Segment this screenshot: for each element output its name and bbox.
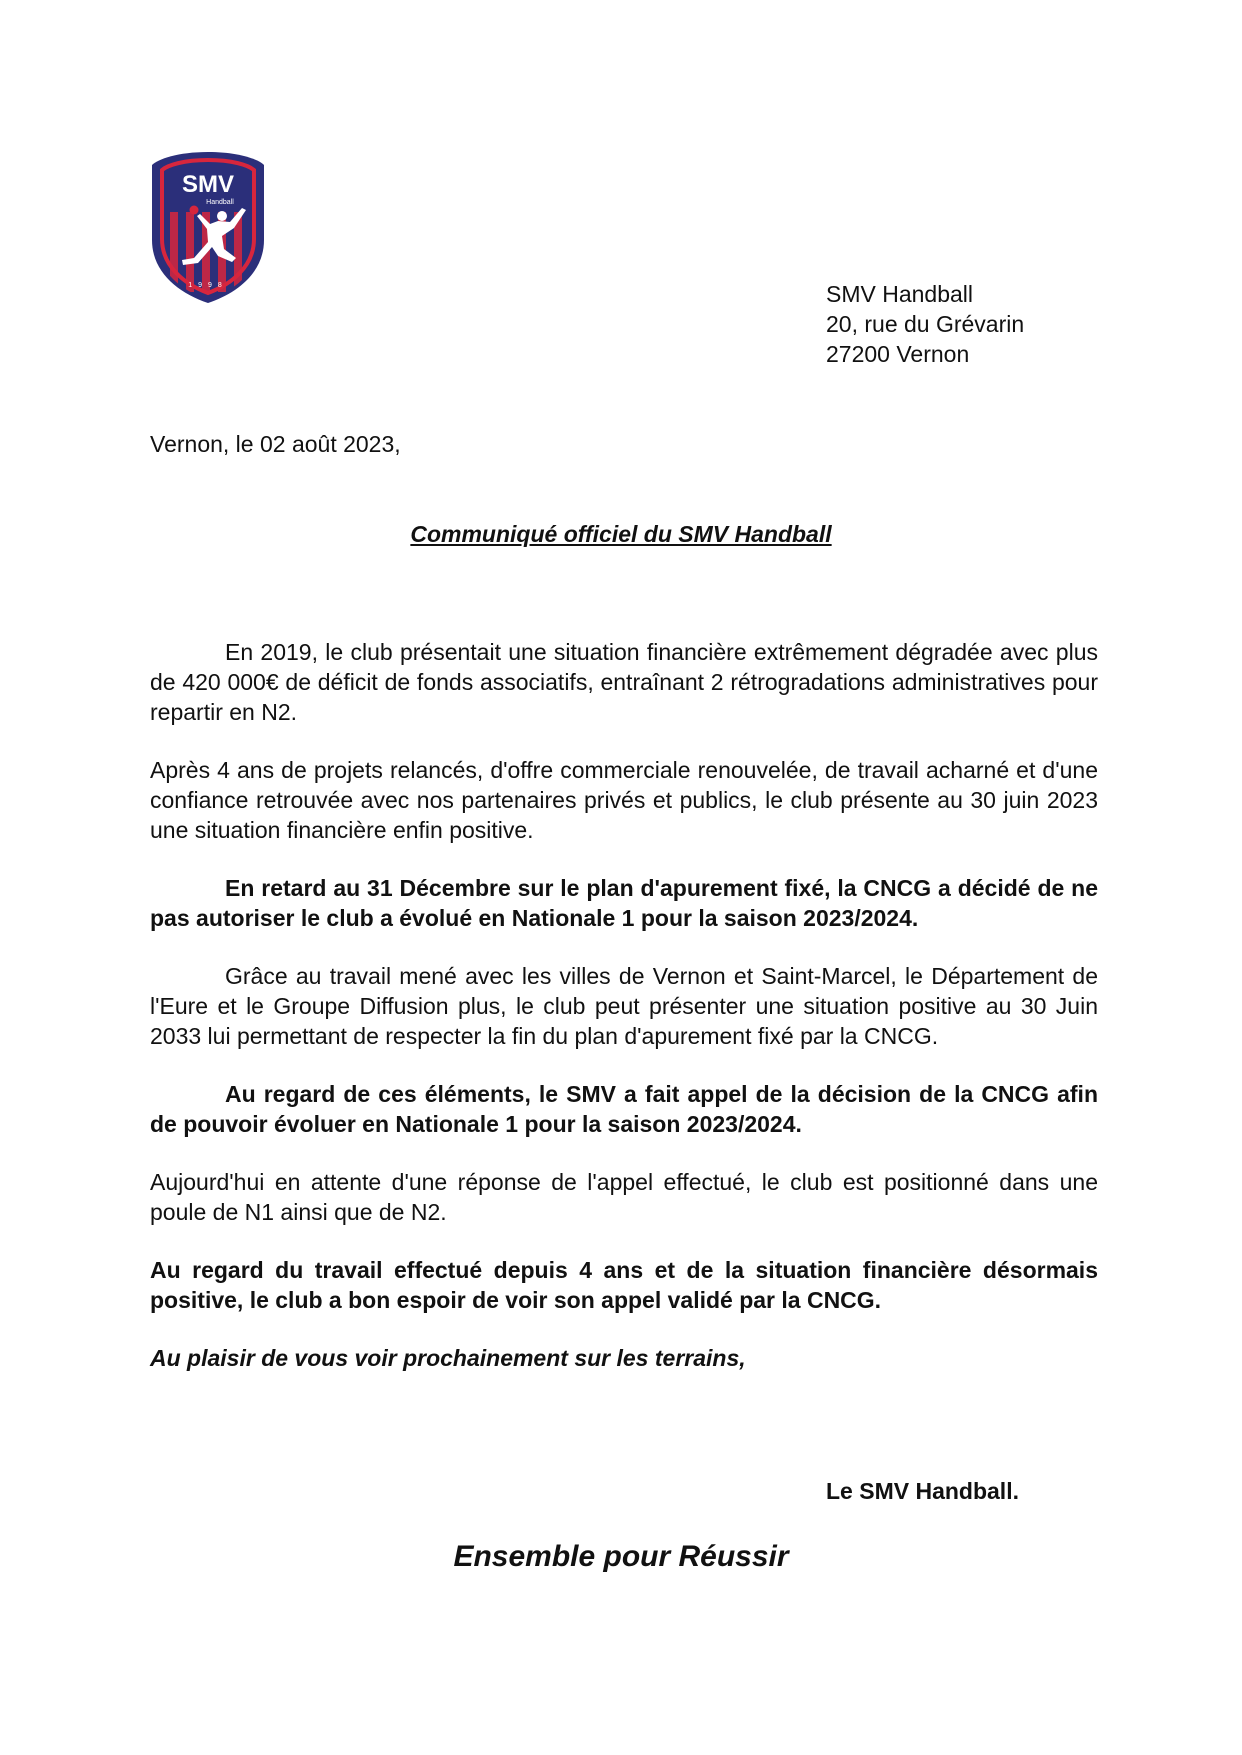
paragraph-waiting: Aujourd'hui en attente d'une réponse de l'appel effectué, le club est positionné dans une poule de N1 ainsi que de N2. [150, 1169, 1098, 1225]
paragraph-partners: Grâce au travail mené avec les villes de Vernon et Saint-Marcel, le Département de l'Eure et le Groupe Diffusion plus, le club peut présenter une situation positive au 30 Juin 2033 lui permettant de respecter la fin du plan d'apurement fixé par la CNCG. [150, 963, 1098, 1049]
paragraph-context: En 2019, le club présentait une situation financière extrêmement dégradée avec plus de 420 000€ de déficit de fonds associatifs, entraînant 2 rétrogradations administratives pour repartir en N2. [150, 639, 1098, 725]
signature: Le SMV Handball. [826, 1478, 1019, 1504]
document-title: Communiqué officiel du SMV Handball [410, 521, 832, 547]
logo-text: SMV [181, 171, 235, 198]
date-line: Vernon, le 02 août 2023, [150, 431, 401, 457]
logo-year: 1998 [188, 282, 228, 289]
sender-address [826, 279, 1024, 369]
paragraph-cncg-decision: En retard au 31 Décembre sur le plan d'apurement fixé, la CNCG a décidé de ne pas autoriser le club a évolué en Nationale 1 pour la saison 2023/2024. [150, 875, 1098, 931]
letter-body [150, 637, 1098, 1401]
paragraph-appeal: Au regard de ces éléments, le SMV a fait appel de la décision de la CNCG afin de pouvoir évoluer en Nationale 1 pour la saison 2023/2024. [150, 1081, 1098, 1137]
paragraph-closing: Au plaisir de vous voir prochainement sur les terrains, [150, 1345, 746, 1371]
paragraph-recovery: Après 4 ans de projets relancés, d'offre commerciale renouvelée, de travail acharné et d'une confiance retrouvée avec nos partenaires privés et publics, le club présente au 30 juin 2023 une situation financière enfin positive. [150, 757, 1098, 843]
slogan: Ensemble pour Réussir [453, 1540, 789, 1573]
sender-street: 20, rue du Grévarin [826, 311, 1025, 337]
sender-city: 27200 Vernon [826, 341, 970, 367]
paragraph-hope: Au regard du travail effectué depuis 4 ans et de la situation financière désormais positive, le club a bon espoir de voir son appel validé par la CNCG. [150, 1257, 1098, 1313]
sender-name: SMV Handball [826, 281, 974, 307]
smv-handball-logo [150, 150, 266, 304]
logo-subtext: Handball [206, 199, 234, 206]
